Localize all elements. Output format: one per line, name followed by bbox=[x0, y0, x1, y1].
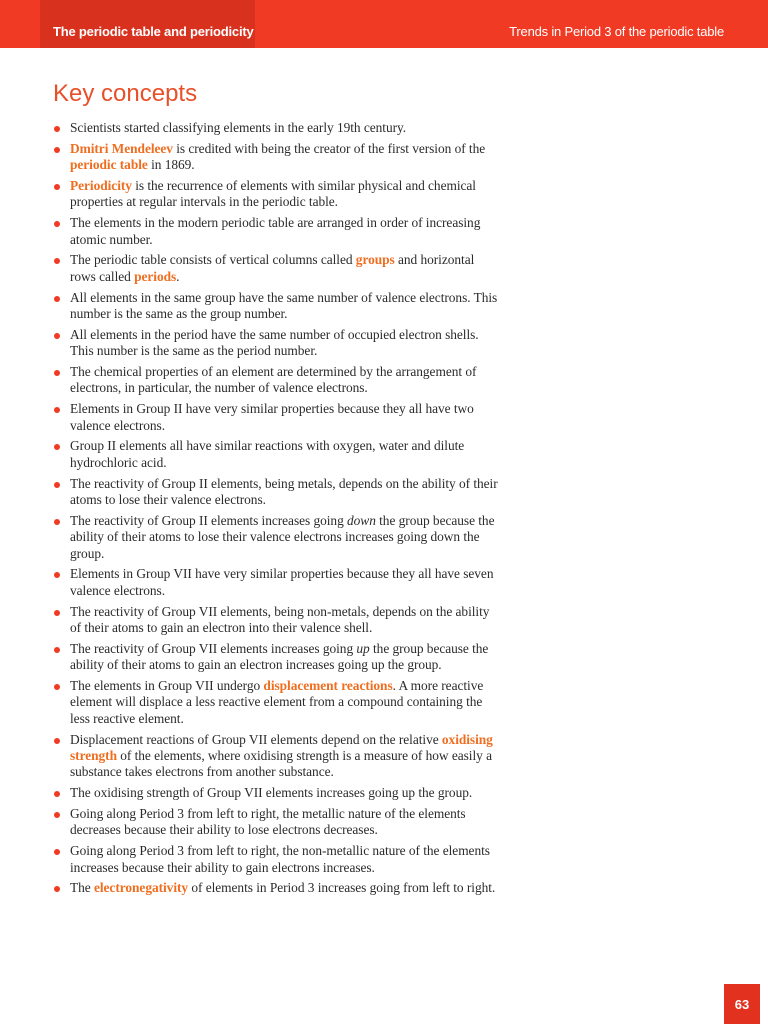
bullet-icon bbox=[54, 647, 60, 653]
concept-item bbox=[53, 215, 503, 248]
concept-text: Displacement reactions of Group VII elements depend on the relative bbox=[70, 731, 442, 747]
bullet-icon bbox=[54, 791, 60, 797]
concept-text: . bbox=[176, 268, 180, 284]
concept-text: The bbox=[70, 880, 94, 896]
concept-text: The chemical properties of an element are determined by the arrangement of electrons, in particular, the number of valence electrons. bbox=[70, 364, 477, 396]
concept-item bbox=[53, 401, 503, 434]
concept-text: down bbox=[347, 512, 376, 528]
concept-text: Elements in Group VII have very similar properties because they all have seven valence electrons. bbox=[70, 566, 494, 598]
concept-text: All elements in the period have the same number of occupied electron shells. This number is the same as the period number. bbox=[70, 326, 479, 359]
concept-text: of elements in Period 3 increases going from left to right. bbox=[188, 880, 496, 896]
concept-text: The reactivity of Group II elements, being metals, depends on the ability of their atoms to lose their valence electrons. bbox=[70, 475, 498, 508]
concept-text: All elements in the same group have the same number of valence electrons. This number is the same as the group number. bbox=[70, 289, 498, 322]
concept-text: The oxidising strength of Group VII elements increases going up the group. bbox=[70, 785, 473, 801]
bullet-icon bbox=[54, 221, 60, 227]
concept-text: Going along Period 3 from left to right, the metallic nature of the elements decreases because their ability to lose electrons decreases. bbox=[70, 806, 466, 838]
concept-text: the group because the ability of their atoms to gain an electron increases going up the group. bbox=[70, 640, 489, 673]
keyword-term: groups bbox=[355, 252, 395, 268]
bullet-icon bbox=[54, 812, 60, 818]
bullet-icon bbox=[54, 147, 60, 153]
concept-text: . A more reactive element will displace a less reactive element from a compound containing the less reactive element. bbox=[70, 678, 484, 726]
concept-item bbox=[53, 843, 503, 876]
keyword-term: electronegativity bbox=[93, 880, 189, 896]
bullet-icon bbox=[54, 610, 60, 616]
concept-item bbox=[53, 327, 503, 360]
concept-text: The reactivity of Group VII elements, being non-metals, depends on the ability of their atoms to gain an electron into their valence shell. bbox=[70, 603, 490, 636]
section-title: Trends in Period 3 of the periodic table bbox=[509, 24, 724, 39]
concept-item bbox=[53, 290, 503, 323]
bullet-icon bbox=[54, 444, 60, 450]
concept-text: in 1869. bbox=[147, 157, 195, 173]
concept-text: the group because the ability of their atoms to lose their valence electrons increases going down the group. bbox=[70, 512, 495, 561]
key-concepts-list bbox=[53, 120, 503, 901]
concept-item bbox=[53, 178, 503, 211]
bullet-icon bbox=[54, 370, 60, 376]
bullet-icon bbox=[54, 519, 60, 525]
bullet-icon bbox=[54, 738, 60, 744]
concept-item bbox=[53, 364, 503, 397]
bullet-icon bbox=[54, 333, 60, 339]
concept-text: of the elements, where oxidising strength is a measure of how easily a substance takes electrons from another substance. bbox=[70, 748, 492, 780]
keyword-term: periods bbox=[134, 268, 177, 284]
keyword-term: oxidising strength bbox=[70, 731, 493, 764]
concept-item bbox=[53, 732, 503, 781]
concept-item bbox=[53, 880, 503, 896]
keyword-term: Periodicity bbox=[70, 178, 132, 193]
concept-text: Group II elements all have similar reactions with oxygen, water and dilute hydrochloric acid. bbox=[70, 438, 465, 470]
concept-item bbox=[53, 252, 503, 285]
bullet-icon bbox=[54, 407, 60, 413]
concept-item bbox=[53, 604, 503, 637]
concept-item bbox=[53, 120, 503, 136]
bullet-icon bbox=[54, 572, 60, 578]
concept-text: The elements in the modern periodic table are arranged in order of increasing atomic number. bbox=[70, 215, 481, 247]
concept-item bbox=[53, 513, 503, 562]
concept-item bbox=[53, 785, 503, 801]
bullet-icon bbox=[54, 296, 60, 302]
concept-item bbox=[53, 678, 503, 727]
bullet-icon bbox=[54, 258, 60, 264]
concept-text: The elements in Group VII undergo bbox=[70, 678, 264, 694]
keyword-term: periodic table bbox=[70, 157, 148, 173]
bullet-icon bbox=[54, 482, 60, 488]
bullet-icon bbox=[54, 126, 60, 132]
concept-text: up bbox=[356, 640, 370, 656]
concept-text: and horizontal rows called bbox=[70, 252, 475, 284]
concept-text: The reactivity of Group VII elements increases going bbox=[70, 640, 357, 656]
concept-text: Going along Period 3 from left to right, the non-metallic nature of the elements increases because their ability to gain electrons increases. bbox=[70, 843, 490, 875]
concept-text: Elements in Group II have very similar properties because they all have two valence electrons. bbox=[70, 401, 474, 433]
concept-text: is credited with being the creator of the first version of the bbox=[172, 140, 486, 156]
page-number: 63 bbox=[724, 984, 760, 1024]
keyword-term: Dmitri Mendeleev bbox=[70, 140, 173, 156]
bullet-icon bbox=[54, 184, 60, 190]
concept-text: Scientists started classifying elements in the early 19th century. bbox=[70, 120, 407, 135]
concept-item bbox=[53, 141, 503, 174]
concept-text: The reactivity of Group II elements increases going bbox=[70, 512, 348, 528]
concept-item bbox=[53, 806, 503, 839]
concept-item bbox=[53, 566, 503, 599]
concept-item bbox=[53, 438, 503, 471]
concept-text: The periodic table consists of vertical columns called bbox=[70, 252, 356, 268]
key-concepts-heading: Key concepts bbox=[53, 80, 198, 107]
bullet-icon bbox=[54, 886, 60, 892]
concept-item bbox=[53, 476, 503, 509]
bullet-icon bbox=[54, 684, 60, 690]
keyword-term: displacement reactions bbox=[263, 678, 393, 694]
page-header bbox=[0, 0, 768, 48]
concept-text: is the recurrence of elements with similar physical and chemical properties at regular intervals in the periodic table. bbox=[70, 178, 476, 210]
concept-item bbox=[53, 641, 503, 674]
bullet-icon bbox=[54, 849, 60, 855]
chapter-title: The periodic table and periodicity bbox=[53, 24, 254, 39]
